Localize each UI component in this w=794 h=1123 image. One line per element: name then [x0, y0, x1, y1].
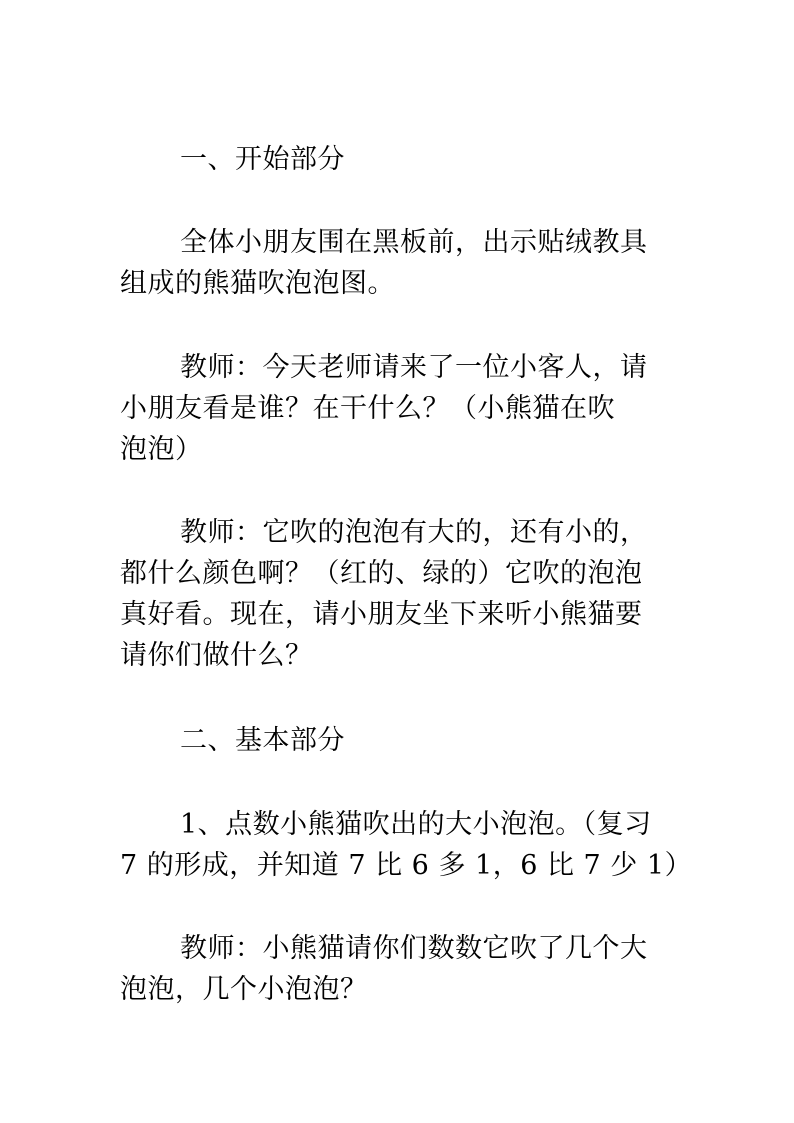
paragraph-line: 真好看。现在，请小朋友坐下来听小熊猫要 — [120, 599, 643, 630]
paragraph-line: 泡泡） — [120, 434, 203, 465]
paragraph-line: 1、点数小熊猫吹出的大小泡泡。（复习 — [180, 809, 652, 840]
paragraph-line: 教师：今天老师请来了一位小客人，请 — [180, 352, 648, 383]
paragraph-item-1 — [120, 804, 693, 886]
paragraph-line: 小朋友看是谁？在干什么？（小熊猫在吹 — [120, 393, 615, 424]
paragraph-line: 组成的熊猫吹泡泡图。 — [120, 268, 395, 299]
paragraph-teacher-1 — [120, 347, 680, 470]
heading-text: 一、开始部分 — [180, 144, 345, 175]
paragraph-line: 泡泡，几个小泡泡？ — [120, 974, 368, 1005]
paragraph-line: 教师：小熊猫请你们数数它吹了几个大 — [180, 933, 648, 964]
paragraph-line: 全体小朋友围在黑板前，出示贴绒教具 — [180, 227, 648, 258]
paragraph-teacher-2 — [120, 512, 680, 676]
paragraph-intro — [120, 222, 680, 304]
paragraph-line: 都什么颜色啊？（红的、绿的）它吹的泡泡 — [120, 558, 643, 589]
paragraph-line: 教师：它吹的泡泡有大的，还有小的， — [180, 517, 648, 548]
section-heading-basic — [120, 720, 680, 761]
paragraph-line: 7 的形成，并知道 7 比 6 多 1，6 比 7 少 1） — [120, 850, 693, 881]
paragraph-teacher-3 — [120, 928, 680, 1010]
section-heading-start — [120, 139, 680, 180]
heading-text: 二、基本部分 — [180, 725, 345, 756]
paragraph-line: 请你们做什么？ — [120, 640, 313, 671]
